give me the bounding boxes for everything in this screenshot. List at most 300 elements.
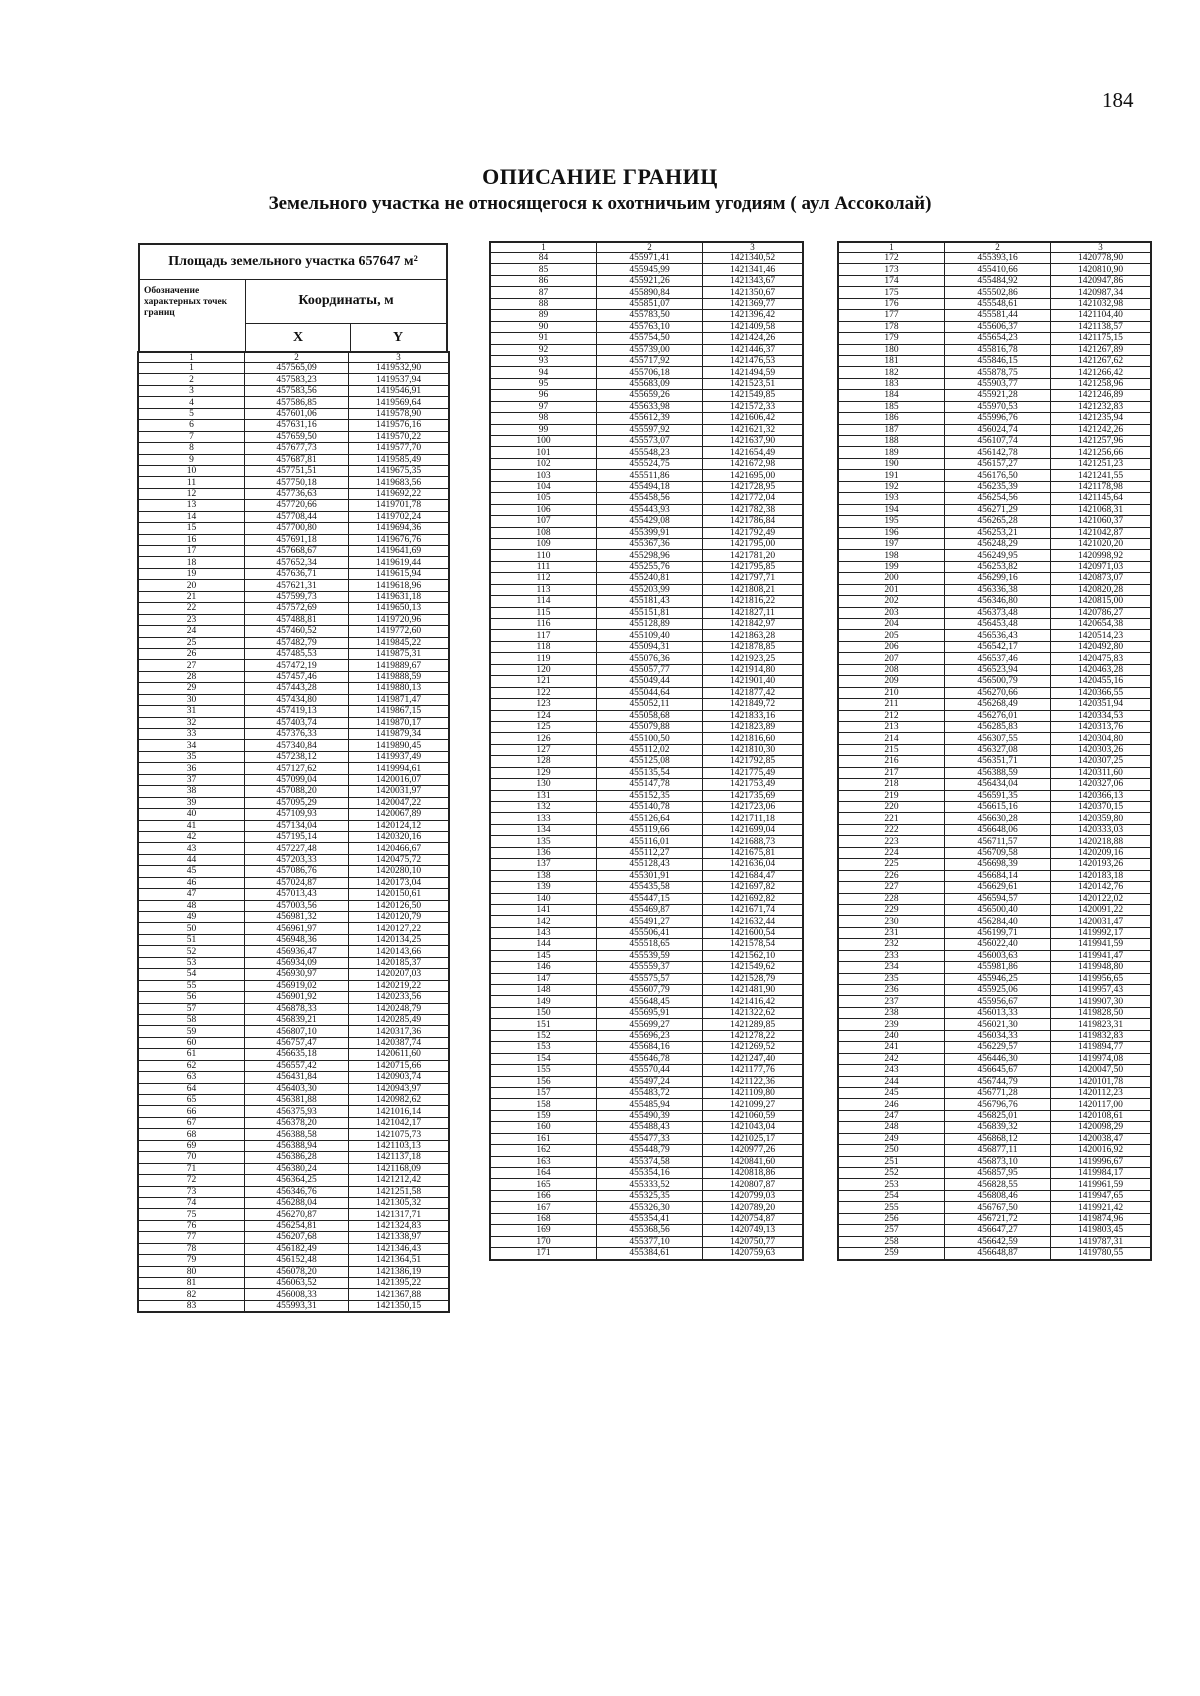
- coord-x: 456182,49: [245, 1243, 349, 1254]
- table-row: [491, 1065, 803, 1076]
- table-row: [139, 1300, 449, 1311]
- coord-y: 1421636,04: [703, 859, 803, 870]
- point-number: 130: [491, 779, 597, 790]
- coord-y: 1421246,89: [1051, 390, 1151, 401]
- coord-y: 1420124,12: [349, 820, 449, 831]
- coord-x: 455152,35: [597, 790, 703, 801]
- coord-y: 1419683,56: [349, 477, 449, 488]
- table-row: [839, 916, 1151, 927]
- coord-y: 1421251,23: [1051, 458, 1151, 469]
- point-number: 180: [839, 344, 945, 355]
- table-row: [139, 614, 449, 625]
- point-number: 113: [491, 584, 597, 595]
- coord-x: 456380,24: [245, 1163, 349, 1174]
- point-number: 38: [139, 786, 245, 797]
- coord-x: 456288,04: [245, 1197, 349, 1208]
- table-row: [491, 767, 803, 778]
- table-row: [839, 516, 1151, 527]
- point-number: 44: [139, 854, 245, 865]
- table-row: [139, 786, 449, 797]
- coord-x: 456807,10: [245, 1026, 349, 1037]
- coord-x: 456176,50: [945, 470, 1051, 481]
- table-row: [491, 687, 803, 698]
- table-row: [139, 900, 449, 911]
- table-row: [139, 992, 449, 1003]
- point-number: 123: [491, 699, 597, 710]
- coord-x: 456364,25: [245, 1175, 349, 1186]
- table-row: [839, 619, 1151, 630]
- coord-x: 456557,42: [245, 1060, 349, 1071]
- point-number: 237: [839, 996, 945, 1007]
- coord-x: 457195,14: [245, 831, 349, 842]
- coord-y: 1421175,15: [1051, 333, 1151, 344]
- table-row: [839, 973, 1151, 984]
- coord-x: 456270,66: [945, 687, 1051, 698]
- point-number: 22: [139, 603, 245, 614]
- coord-y: 1419875,31: [349, 648, 449, 659]
- table-row: [139, 729, 449, 740]
- point-number: 67: [139, 1117, 245, 1128]
- coord-x: 455374,58: [597, 1156, 703, 1167]
- table-row: [491, 1042, 803, 1053]
- page-number: 184: [1102, 88, 1134, 112]
- table-row: [839, 687, 1151, 698]
- coord-x: 456327,08: [945, 744, 1051, 755]
- table-row: [839, 390, 1151, 401]
- point-number: 145: [491, 950, 597, 961]
- table-row: [139, 557, 449, 568]
- point-number: 238: [839, 1007, 945, 1018]
- point-number: 187: [839, 424, 945, 435]
- coord-y: 1421827,11: [703, 607, 803, 618]
- point-number: 233: [839, 950, 945, 961]
- point-number: 64: [139, 1083, 245, 1094]
- coord-x: 456648,87: [945, 1248, 1051, 1259]
- coord-x: 455458,56: [597, 493, 703, 504]
- table-row: [491, 836, 803, 847]
- point-number: 45: [139, 866, 245, 877]
- coord-y: 1420654,38: [1051, 619, 1151, 630]
- coord-y: 1421781,20: [703, 550, 803, 561]
- table-row: [491, 1122, 803, 1133]
- coord-x: 455447,15: [597, 893, 703, 904]
- coord-y: 1420207,03: [349, 969, 449, 980]
- coord-y: 1420303,26: [1051, 744, 1151, 755]
- coord-y: 1421235,94: [1051, 413, 1151, 424]
- point-number: 163: [491, 1156, 597, 1167]
- point-number: 144: [491, 939, 597, 950]
- point-number: 258: [839, 1236, 945, 1247]
- point-number: 173: [839, 264, 945, 275]
- table-row: [839, 493, 1151, 504]
- table-row: [139, 1117, 449, 1128]
- column-number: 2: [597, 243, 703, 253]
- coord-y: 1421684,47: [703, 870, 803, 881]
- coord-x: 455147,78: [597, 779, 703, 790]
- table-row: [839, 436, 1151, 447]
- coord-y: 1421735,69: [703, 790, 803, 801]
- table-row: [139, 397, 449, 408]
- coord-x: 456388,58: [245, 1129, 349, 1140]
- coord-y: 1419546,91: [349, 385, 449, 396]
- coord-x: 456536,43: [945, 630, 1051, 641]
- coord-y: 1421792,85: [703, 756, 803, 767]
- coord-y: 1419874,96: [1051, 1213, 1151, 1224]
- table-row: [491, 481, 803, 492]
- coord-x: 457700,80: [245, 523, 349, 534]
- coord-x: 457403,74: [245, 717, 349, 728]
- coord-x: 456591,35: [945, 790, 1051, 801]
- coord-x: 456351,71: [945, 756, 1051, 767]
- coord-x: 456034,33: [945, 1030, 1051, 1041]
- point-number: 199: [839, 561, 945, 572]
- point-number: 255: [839, 1202, 945, 1213]
- table-row: [139, 980, 449, 991]
- coord-x: 457565,09: [245, 363, 349, 374]
- table-row: [139, 912, 449, 923]
- point-number: 87: [491, 287, 597, 298]
- point-number: 76: [139, 1220, 245, 1231]
- coord-y: 1421350,15: [349, 1300, 449, 1311]
- table-row: [139, 934, 449, 945]
- coord-x: 456373,48: [945, 607, 1051, 618]
- coord-x: 455484,92: [945, 275, 1051, 286]
- coord-x: 456063,52: [245, 1278, 349, 1289]
- coord-x: 457460,52: [245, 626, 349, 637]
- point-number: 247: [839, 1110, 945, 1121]
- table-row: [139, 408, 449, 419]
- coord-x: 455518,65: [597, 939, 703, 950]
- table-row: [139, 1232, 449, 1243]
- coord-y: 1421396,42: [703, 310, 803, 321]
- table-row: [839, 584, 1151, 595]
- coord-y: 1420134,25: [349, 934, 449, 945]
- table-row: [491, 298, 803, 309]
- column-number: 3: [703, 243, 803, 253]
- table-row: [839, 802, 1151, 813]
- coord-x: 456930,97: [245, 969, 349, 980]
- coord-y: 1421606,42: [703, 413, 803, 424]
- coord-x: 455399,91: [597, 527, 703, 538]
- point-number: 250: [839, 1145, 945, 1156]
- coord-y: 1420786,27: [1051, 607, 1151, 618]
- point-number: 103: [491, 470, 597, 481]
- table-row: [839, 1225, 1151, 1236]
- point-number: 9: [139, 454, 245, 465]
- coord-y: 1420311,60: [1051, 767, 1151, 778]
- coord-y: 1421212,42: [349, 1175, 449, 1186]
- table-body-left: [139, 353, 449, 1312]
- coord-y: 1420101,78: [1051, 1076, 1151, 1087]
- point-number: 82: [139, 1289, 245, 1300]
- coord-y: 1420280,10: [349, 866, 449, 877]
- table-row: [139, 363, 449, 374]
- point-number: 10: [139, 465, 245, 476]
- coord-y: 1421269,52: [703, 1042, 803, 1053]
- coord-x: 456008,33: [245, 1289, 349, 1300]
- point-number: 230: [839, 916, 945, 927]
- coordinates-table-middle: [490, 242, 803, 1260]
- coord-x: 455112,02: [597, 744, 703, 755]
- coord-y: 1421424,26: [703, 333, 803, 344]
- table-row: [139, 374, 449, 385]
- point-number: 19: [139, 568, 245, 579]
- table-row: [139, 843, 449, 854]
- coord-y: 1419823,31: [1051, 1019, 1151, 1030]
- table-row: [491, 275, 803, 286]
- table-row: [139, 488, 449, 499]
- coord-x: 457472,19: [245, 660, 349, 671]
- coord-y: 1421549,62: [703, 962, 803, 973]
- coord-y: 1419577,70: [349, 443, 449, 454]
- point-number: 155: [491, 1065, 597, 1076]
- coord-y: 1421695,00: [703, 470, 803, 481]
- coord-y: 1421772,04: [703, 493, 803, 504]
- point-number: 27: [139, 660, 245, 671]
- coord-y: 1419948,80: [1051, 962, 1151, 973]
- coord-y: 1421267,62: [1051, 355, 1151, 366]
- coord-x: 456647,27: [945, 1225, 1051, 1236]
- point-number: 257: [839, 1225, 945, 1236]
- table-body-middle: [491, 243, 803, 1260]
- coord-y: 1421340,52: [703, 253, 803, 264]
- coord-y: 1420366,55: [1051, 687, 1151, 698]
- point-number: 223: [839, 836, 945, 847]
- coord-x: 455448,79: [597, 1145, 703, 1156]
- point-number: 234: [839, 962, 945, 973]
- coord-x: 456157,27: [945, 458, 1051, 469]
- coord-x: 455377,10: [597, 1236, 703, 1247]
- coord-x: 456299,16: [945, 573, 1051, 584]
- point-number: 70: [139, 1152, 245, 1163]
- point-number: 220: [839, 802, 945, 813]
- point-number: 207: [839, 653, 945, 664]
- table-row: [491, 985, 803, 996]
- point-number: 116: [491, 619, 597, 630]
- table-row: [491, 1110, 803, 1121]
- coord-x: 456434,04: [945, 779, 1051, 790]
- coord-y: 1420183,18: [1051, 870, 1151, 881]
- coord-y: 1421256,66: [1051, 447, 1151, 458]
- point-number: 202: [839, 596, 945, 607]
- point-number: 31: [139, 706, 245, 717]
- table-row: [139, 809, 449, 820]
- point-number: 43: [139, 843, 245, 854]
- table-row: [139, 1026, 449, 1037]
- coord-y: 1420091,22: [1051, 904, 1151, 915]
- table-row: [491, 721, 803, 732]
- table-row: [139, 957, 449, 968]
- coord-x: 455483,72: [597, 1087, 703, 1098]
- coord-y: 1419576,16: [349, 420, 449, 431]
- table-row: [139, 431, 449, 442]
- coord-x: 456022,40: [945, 939, 1051, 950]
- coord-x: 456453,48: [945, 619, 1051, 630]
- table-row: [139, 1289, 449, 1300]
- coord-x: 457691,18: [245, 534, 349, 545]
- x-header: X: [246, 323, 351, 352]
- point-number: 51: [139, 934, 245, 945]
- table-row: [491, 310, 803, 321]
- coord-x: 455140,78: [597, 802, 703, 813]
- point-number: 59: [139, 1026, 245, 1037]
- coord-y: 1421099,27: [703, 1099, 803, 1110]
- table-row: [491, 882, 803, 893]
- table-row: [839, 310, 1151, 321]
- column-number-row: [139, 353, 449, 363]
- coord-x: 455597,92: [597, 424, 703, 435]
- table-row: [491, 996, 803, 1007]
- table-row: [491, 344, 803, 355]
- coord-y: 1421042,17: [349, 1117, 449, 1128]
- coord-x: 455488,43: [597, 1122, 703, 1133]
- table-row: [839, 927, 1151, 938]
- coord-y: 1419570,22: [349, 431, 449, 442]
- coord-y: 1420122,02: [1051, 893, 1151, 904]
- point-number: 71: [139, 1163, 245, 1174]
- coord-x: 455044,64: [597, 687, 703, 698]
- coord-x: 455477,33: [597, 1133, 703, 1144]
- table-row: [139, 1140, 449, 1151]
- point-number: 54: [139, 969, 245, 980]
- coord-y: 1419578,90: [349, 408, 449, 419]
- point-number: 240: [839, 1030, 945, 1041]
- table-row: [139, 523, 449, 534]
- coord-x: 456270,87: [245, 1209, 349, 1220]
- table-row: [491, 664, 803, 675]
- coord-y: 1421782,38: [703, 504, 803, 515]
- coord-x: 455100,50: [597, 733, 703, 744]
- table-row: [839, 321, 1151, 332]
- coord-x: 457203,33: [245, 854, 349, 865]
- point-number: 15: [139, 523, 245, 534]
- point-number: 215: [839, 744, 945, 755]
- coord-y: 1419907,30: [1051, 996, 1151, 1007]
- coord-x: 455255,76: [597, 561, 703, 572]
- coord-y: 1420514,23: [1051, 630, 1151, 641]
- page-subtitle: Земельного участка не относящегося к охотничьим угодиям ( аул Ассоколай): [268, 193, 932, 214]
- table-row: [491, 607, 803, 618]
- coord-y: 1420307,25: [1051, 756, 1151, 767]
- coord-y: 1421775,49: [703, 767, 803, 778]
- table-row: [139, 889, 449, 900]
- coord-x: 456388,59: [945, 767, 1051, 778]
- table-row: [491, 733, 803, 744]
- coord-x: 456249,95: [945, 550, 1051, 561]
- table-row: [839, 664, 1151, 675]
- coord-x: 456901,92: [245, 992, 349, 1003]
- coord-y: 1421914,80: [703, 664, 803, 675]
- coord-x: 457720,66: [245, 500, 349, 511]
- coord-y: 1420120,79: [349, 912, 449, 923]
- point-number: 105: [491, 493, 597, 504]
- point-number: 171: [491, 1248, 597, 1259]
- coord-y: 1420143,66: [349, 946, 449, 957]
- point-number: 227: [839, 882, 945, 893]
- coord-x: 455079,88: [597, 721, 703, 732]
- point-number: 41: [139, 820, 245, 831]
- coord-y: 1421369,77: [703, 298, 803, 309]
- point-number: 39: [139, 797, 245, 808]
- table-row: [839, 813, 1151, 824]
- point-number: 143: [491, 927, 597, 938]
- table-row: [839, 1122, 1151, 1133]
- table-row: [139, 1255, 449, 1266]
- table-row: [839, 573, 1151, 584]
- coord-x: 457572,69: [245, 603, 349, 614]
- coord-x: 456709,58: [945, 847, 1051, 858]
- table-row: [139, 477, 449, 488]
- point-number: 120: [491, 664, 597, 675]
- coord-y: 1420313,76: [1051, 721, 1151, 732]
- coord-y: 1421025,17: [703, 1133, 803, 1144]
- point-number: 30: [139, 694, 245, 705]
- coord-x: 455539,59: [597, 950, 703, 961]
- coord-x: 457434,80: [245, 694, 349, 705]
- coord-y: 1419650,13: [349, 603, 449, 614]
- table-row: [839, 904, 1151, 915]
- table-row: [139, 511, 449, 522]
- coord-y: 1419618,96: [349, 580, 449, 591]
- point-number: 167: [491, 1202, 597, 1213]
- coord-y: 1421122,36: [703, 1076, 803, 1087]
- coord-x: 455607,79: [597, 985, 703, 996]
- coord-y: 1420047,22: [349, 797, 449, 808]
- coord-y: 1420031,47: [1051, 916, 1151, 927]
- coord-x: 456936,47: [245, 946, 349, 957]
- point-number: 139: [491, 882, 597, 893]
- coord-header: Координаты, м: [246, 279, 446, 324]
- coord-y: 1421409,58: [703, 321, 803, 332]
- point-number: 256: [839, 1213, 945, 1224]
- point-number: 21: [139, 591, 245, 602]
- point-number: 104: [491, 481, 597, 492]
- coord-x: 457677,73: [245, 443, 349, 454]
- coord-y: 1421258,96: [1051, 378, 1151, 389]
- coord-x: 455384,61: [597, 1248, 703, 1259]
- coord-x: 456948,36: [245, 934, 349, 945]
- table-row: [139, 1072, 449, 1083]
- coord-x: 455094,31: [597, 641, 703, 652]
- coord-x: 455435,58: [597, 882, 703, 893]
- point-number: 217: [839, 767, 945, 778]
- coord-x: 457088,20: [245, 786, 349, 797]
- point-number: 172: [839, 253, 945, 264]
- coord-x: 455511,86: [597, 470, 703, 481]
- coord-x: 455502,86: [945, 287, 1051, 298]
- table-row: [839, 859, 1151, 870]
- coord-y: 1421350,67: [703, 287, 803, 298]
- point-number: 62: [139, 1060, 245, 1071]
- coord-x: 456446,30: [945, 1053, 1051, 1064]
- coord-x: 456107,74: [945, 436, 1051, 447]
- point-number: 78: [139, 1243, 245, 1254]
- coord-x: 455128,89: [597, 619, 703, 630]
- coord-x: 455783,50: [597, 310, 703, 321]
- coord-x: 455971,41: [597, 253, 703, 264]
- coord-y: 1421523,51: [703, 378, 803, 389]
- coord-x: 457095,29: [245, 797, 349, 808]
- coord-x: 456594,57: [945, 893, 1051, 904]
- coord-x: 455325,35: [597, 1190, 703, 1201]
- coord-x: 456284,40: [945, 916, 1051, 927]
- coord-y: 1421367,88: [349, 1289, 449, 1300]
- coord-x: 456285,83: [945, 721, 1051, 732]
- coord-x: 455333,52: [597, 1179, 703, 1190]
- point-number: 203: [839, 607, 945, 618]
- table-row: [839, 676, 1151, 687]
- coord-x: 455754,50: [597, 333, 703, 344]
